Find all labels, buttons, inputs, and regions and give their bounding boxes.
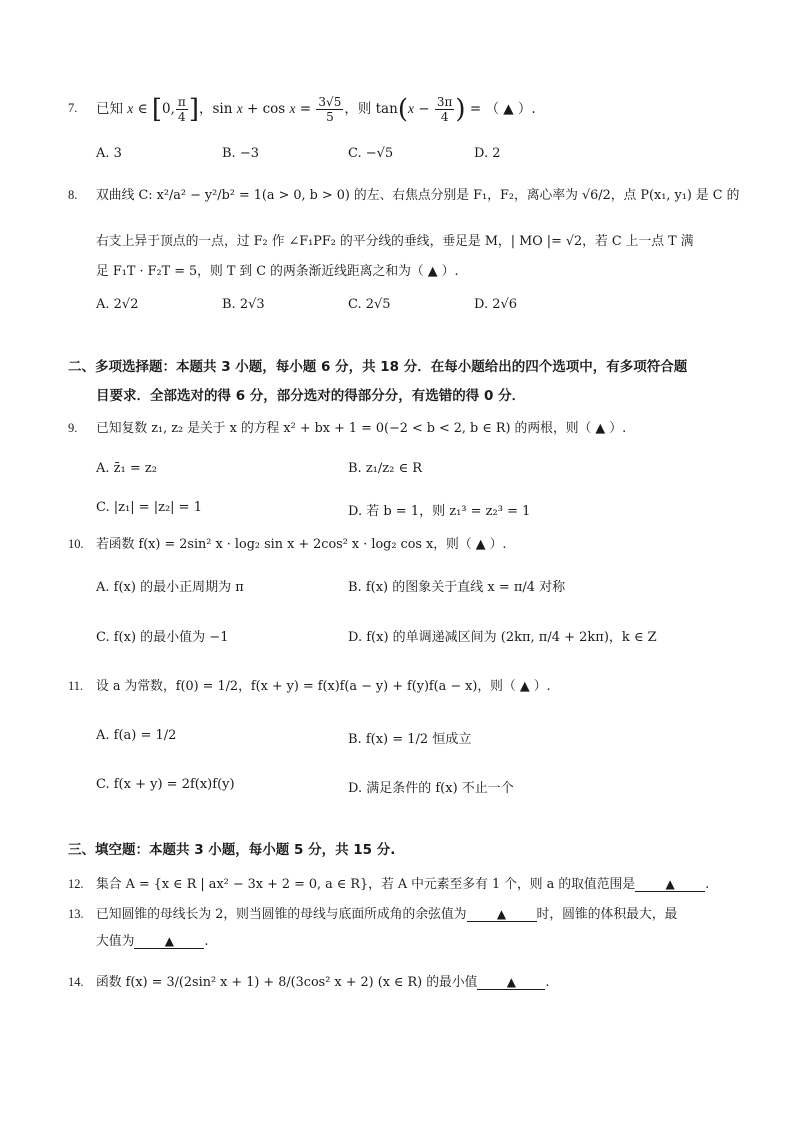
q7-frac-3pi-4: $\frac{3\pi}{4}$ <box>436 95 453 124</box>
q10-option-b: B. f(x) 的图象关于直线 x = π/4 对称 <box>348 580 566 595</box>
q8-option-d: D. 2√6 <box>474 297 518 312</box>
q13-end: . <box>204 934 209 949</box>
section-2-heading-line-1: 二、多项选择题：本题共 3 小题，每小题 6 分，共 18 分．在每小题给出的四个选项中，有多项符合题 <box>68 359 688 375</box>
question-8-number: 8. <box>68 188 78 202</box>
q13-line-2 <box>96 932 208 952</box>
q13-line-1 <box>96 905 677 925</box>
q13-stem-3: 大值为 <box>96 934 135 949</box>
q8-option-a: A. 2√2 <box>96 297 139 312</box>
q14-line <box>96 973 550 993</box>
q7-bracket-right: ] <box>188 94 199 125</box>
q7-var-x: x <box>127 101 134 116</box>
question-9-number: 9. <box>68 421 78 435</box>
question-10-number: 10. <box>68 537 84 551</box>
q8-option-b: B. 2√3 <box>222 297 265 312</box>
q12-end: . <box>705 877 710 892</box>
q10-option-a: A. f(x) 的最小正周期为 π <box>96 580 244 595</box>
section-3-heading: 三、填空题：本题共 3 小题，每小题 5 分，共 15 分. <box>68 842 396 858</box>
q11-option-d: D. 满足条件的 f(x) 不止一个 <box>348 781 514 796</box>
q7-frac-3sqrt5-5: $\frac{3√5}{5}$ <box>318 95 342 124</box>
q12-line <box>96 875 709 895</box>
q12-stem: 集合 A = {x ∈ R | ax² − 3x + 2 = 0, a ∈ R}，若 A 中元素至多有 1 个，则 a 的取值范围是 <box>96 877 636 892</box>
q13-answer-blank-2[interactable]: ▲ <box>134 934 204 949</box>
q13-stem-2: 时，圆锥的体积最大，最 <box>536 907 678 922</box>
q12-answer-blank[interactable]: ▲ <box>635 877 705 892</box>
q7-stem-prefix: 已知 <box>96 101 128 117</box>
q7-option-a: A. 3 <box>96 146 122 161</box>
q14-answer-blank[interactable]: ▲ <box>477 975 545 990</box>
question-7-number: 7. <box>68 101 78 115</box>
q13-stem-1: 已知圆锥的母线长为 2，则当圆锥的母线与底面所成角的余弦值为 <box>96 907 467 922</box>
q11-option-b: B. f(x) = 1/2 恒成立 <box>348 732 472 747</box>
q9-stem: 已知复数 z₁, z₂ 是关于 x 的方程 x² + bx + 1 = 0(−2 < b < 2, b ∈ R) 的两根，则（ ▲ ）. <box>96 421 627 436</box>
q10-option-c: C. f(x) 的最小值为 −1 <box>96 630 229 645</box>
question-14-number: 14. <box>68 975 84 989</box>
q7-option-d: D. 2 <box>474 146 501 161</box>
q10-option-d: D. f(x) 的单调递减区间为 (2kπ, π/4 + 2kπ)，k ∈ Z <box>348 630 657 645</box>
q13-answer-blank-1[interactable]: ▲ <box>467 907 537 922</box>
q9-option-c: C. |z₁| = |z₂| = 1 <box>96 500 202 515</box>
q8-line-3: 足 F₁T · F₂T = 5，则 T 到 C 的两条渐近线距离之和为（ ▲ ）. <box>96 264 459 279</box>
q11-option-c: C. f(x + y) = 2f(x)f(y) <box>96 777 235 792</box>
question-11-number: 11. <box>68 679 84 693</box>
q7-frac-pi-4: $\frac{\pi}{4}$ <box>177 95 186 124</box>
section-2-heading-line-2: 目要求．全部选对的得 6 分，部分选对的得部分分，有选错的得 0 分． <box>96 388 526 404</box>
q7-option-c: C. −√5 <box>348 146 394 161</box>
q10-stem: 若函数 f(x) = 2sin² x · log₂ sin x + 2cos² x · log₂ cos x，则（ ▲ ）. <box>96 537 507 552</box>
q9-option-d: D. 若 b = 1，则 z₁³ = z₂³ = 1 <box>348 504 531 519</box>
q14-stem: 函数 f(x) = 3/(2sin² x + 1) + 8/(3cos² x + 2) (x ∈ R) 的最小值 <box>96 975 478 990</box>
q8-option-c: C. 2√5 <box>348 297 391 312</box>
question-7-stem: 已知 x ∈ [0, $\frac{\pi}{4}$ ]，sin x + cos x = $\frac{3√5}{5}$ ，则 tan(x − $\frac{3\pi}{4}$ ) = （ ▲ ）. <box>96 94 536 125</box>
q14-end: . <box>545 975 550 990</box>
q8-line-1: 双曲线 C: x²/a² − y²/b² = 1(a > 0, b > 0) 的左、右焦点分别是 F₁，F₂，离心率为 √6/2，点 P(x₁, y₁) 是 C 的 <box>96 188 740 203</box>
q7-option-b: B. −3 <box>222 146 259 161</box>
q7-bracket-left: [ <box>151 94 163 125</box>
question-12-number: 12. <box>68 877 84 891</box>
q11-option-a: A. f(a) = 1/2 <box>96 728 177 743</box>
question-13-number: 13. <box>68 907 84 921</box>
q11-stem: 设 a 为常数，f(0) = 1/2，f(x + y) = f(x)f(a − y) + f(y)f(a − x)，则（ ▲ ）. <box>96 679 551 694</box>
q9-option-b: B. z₁/z₂ ∈ R <box>348 461 422 476</box>
q8-line-2: 右支上异于顶点的一点，过 F₂ 作 ∠F₁PF₂ 的平分线的垂线，垂足是 M，| MO |= √2，若 C 上一点 T 满 <box>96 234 694 249</box>
q9-option-a: A. z̄₁ = z₂ <box>96 461 157 476</box>
